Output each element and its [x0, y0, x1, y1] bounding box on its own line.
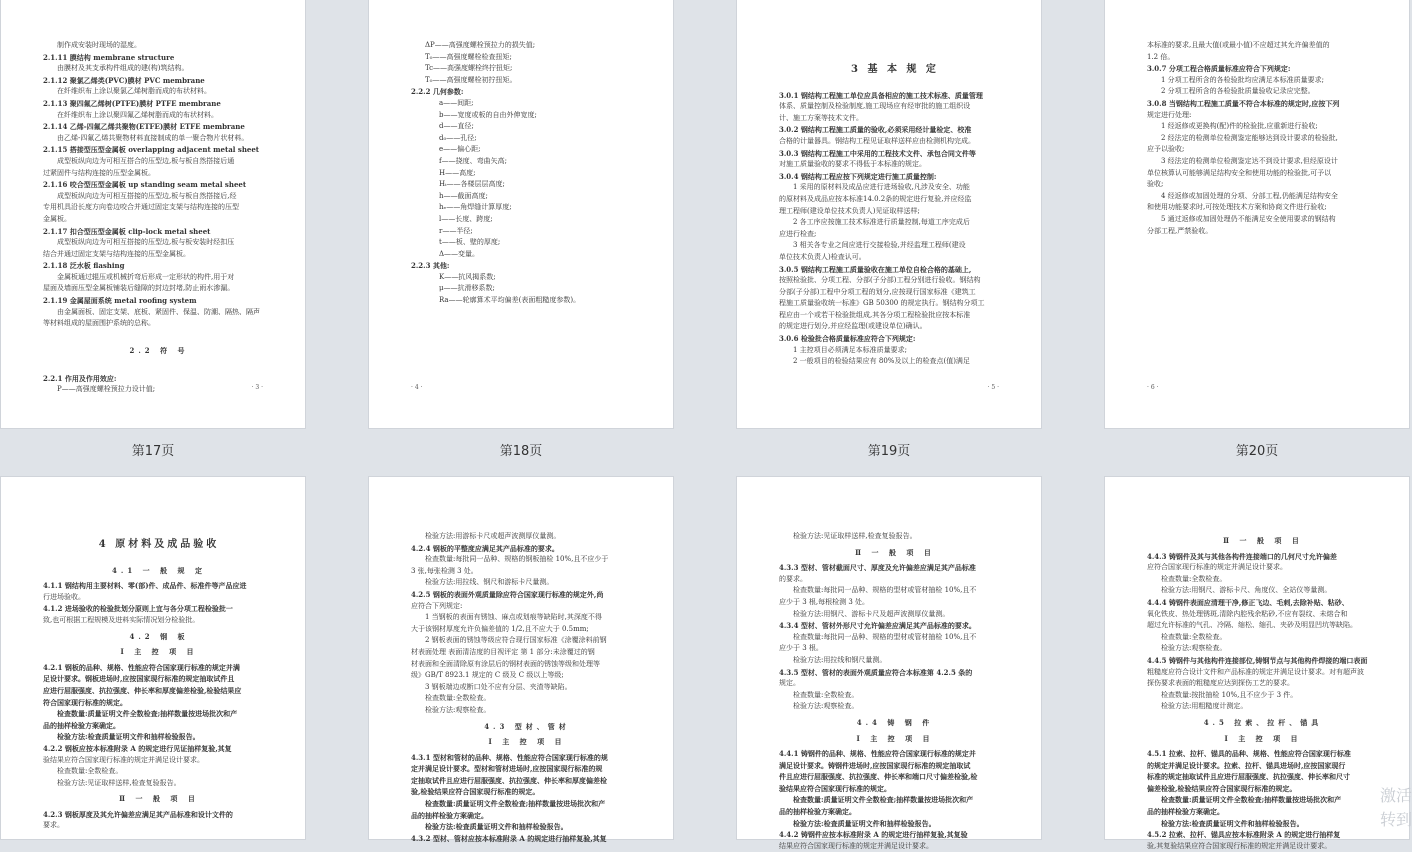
page-thumbnail[interactable]	[369, 477, 673, 843]
text-line: 检验方法:观察检查。	[425, 705, 491, 714]
text-line: 2 经法定的检测单位检测鉴定能够达到设计要求的检验批,	[1161, 133, 1338, 142]
text-line: 足设计要求。钢板进场时,应按国家现行标准的规定抽取试件且	[43, 674, 235, 684]
text-line: 应符合国家现行标准的规定并满足设计要求。	[1147, 563, 1287, 572]
text-line: 专用机具沿长度方向卷边咬合并通过固定支架与结构连接的压型	[43, 203, 239, 212]
text-line: 应予以验收;	[1147, 145, 1185, 154]
text-line: 4.4.1 铸钢件的品种、规格、性能应符合国家现行标准的规定并	[779, 749, 976, 759]
text-line: 定抽取试件且应进行屈服强度、抗拉强度、伸长率和厚度偏差检	[411, 775, 607, 785]
text-line: 4.2.3 钢板厚度及其允许偏差应满足其产品标准和设计文件的	[43, 809, 233, 819]
text-line: 验结果应符合国家现行标准的规定并满足设计要求。	[43, 755, 204, 764]
page-thumbnail[interactable]	[369, 0, 673, 428]
text-line: 检查数量:质量证明文件全数检查;抽样数量按进场批次和产	[1161, 795, 1342, 805]
page-thumbnail[interactable]	[1, 0, 305, 428]
text-line: 成型板纵向边为可相互搭接的压型边,板与板自然搭接后,经	[57, 191, 237, 200]
text-line: 2.1.19 金属屋面系统 metal roofing system	[43, 296, 197, 306]
text-line: 2 分项工程所含的各检验批质量验收记录应完整。	[1161, 87, 1315, 96]
text-line: 4.4.3 铸钢件及其与其他各构件连接端口的几何尺寸允许偏差	[1147, 551, 1337, 561]
page-label[interactable]: 第17页	[131, 444, 175, 459]
text-line: 检查数量:质量证明文件全数检查;抽样数量按进场批次和产	[425, 799, 606, 809]
text-line: 3.0.2 钢结构工程施工质量的验收,必须采用经计量检定、校准	[779, 125, 972, 135]
text-line: Ⅰ 主 控 项 目	[856, 733, 934, 743]
text-line: 程施工质量验收统一标准》GB 50300 的规定执行。钢结构分项工	[779, 299, 985, 308]
text-line: 过紧固件与结构连接的压型金属板。	[43, 168, 155, 177]
text-line: 单位核算认可能够满足结构安全和使用功能的检验批,可予以	[1147, 168, 1332, 177]
text-line: 1 当钢板的表面有锈蚀、麻点或划痕等缺陷时,其深度不得	[425, 613, 602, 622]
text-line: 大于该钢材厚度允许负偏差值的 1/2,且不应大于 0.5mm;	[411, 624, 589, 633]
page-thumbnail[interactable]	[1105, 477, 1412, 850]
text-line: 分部(子分部)工程中分项工程的划分,应按现行国家标准《建筑工	[779, 287, 976, 296]
text-line: e——偏心距;	[439, 145, 481, 154]
text-line: 应进行屈服强度、抗拉强度、伸长率和厚度偏差检验,检验结果应	[43, 685, 242, 695]
text-line: 行进场验收。	[43, 592, 85, 601]
text-line: 2.1.14 乙烯-四氟乙烯共聚物(ETFE)膜材 ETFE membrane	[43, 122, 245, 132]
text-line: 检查数量:每批同一品种、规格的型材或管材抽检 10%,且不	[793, 586, 977, 595]
text-line: Hᵢ——各楼层层高度;	[439, 180, 505, 189]
text-line: 3 钢板端边或断口处不应有分层、夹渣等缺陷。	[425, 682, 572, 691]
text-line: 3 相关各专业之间应进行交接检验,并经监理工程师(建设	[793, 241, 966, 250]
text-line: 超过允许标准的气孔、冷隔、缩松、缩孔、夹砂及明显凹坑等缺陷。	[1147, 621, 1357, 630]
text-line: 3.0.3 钢结构工程施工中采用的工程技术文件、承包合同文件等	[779, 148, 976, 158]
text-line: 1 采用的原材料及成品应进行进场验收,凡涉及安全、功能	[793, 183, 970, 192]
text-line: 检查数量:按批抽检 10%,且不应少于 3 件。	[1161, 690, 1298, 699]
text-line: 体系、质量控制及检验制度,施工现场应有经审批的施工组织设	[779, 102, 971, 111]
text-line: 3.0.8 当钢结构工程施工质量不符合本标准的规定时,应按下列	[1147, 98, 1340, 108]
text-line: 2 钢板表面的锈蚀等级应符合现行国家标准《涂覆涂料前钢	[425, 636, 607, 645]
text-line: 检验方法:检查质量证明文件和抽样检验报告。	[1161, 818, 1304, 828]
text-line: 致,也可根据工程规模及进料实际情况划分检验批。	[43, 615, 200, 624]
text-line: 品的抽样检验方案确定。	[779, 807, 856, 817]
text-line: h——截面高度;	[439, 191, 488, 200]
text-line: T₀——高强度螺栓检查扭矩;	[425, 52, 512, 61]
text-line: 单位技术负责人)检查认可。	[779, 252, 866, 261]
text-line: 材表面和全面清除原有涂层后的钢材表面的锈蚀等级和处理等	[411, 659, 600, 668]
text-line: 应进行检查;	[779, 229, 817, 238]
text-line: 2.1.13 聚四氟乙烯树(PTFE)膜材 PTFE membrane	[43, 98, 221, 108]
text-line: 4.4.5 铸钢件与其他构件连接部位,铸钢节点与其他构件焊接的端口表面	[1147, 655, 1368, 665]
text-line: 4.2.2 钢板应按本标准附录 A 的规定进行见证抽样复验,其复	[43, 743, 232, 753]
text-line: 2.1.16 咬合型压型金属板 up standing seam metal sheet	[43, 180, 247, 190]
text-line: 等材料组成的屋面围护系统的总称。	[43, 319, 155, 328]
text-line: 3.0.5 钢结构工程施工质量验收在施工单位自检合格的基础上,	[779, 264, 972, 274]
text-line: 1 分项工程所含的各检验批均应满足本标准质量要求;	[1161, 75, 1325, 84]
page-label[interactable]: 第20页	[1235, 444, 1279, 459]
text-line: H——高度;	[439, 168, 476, 177]
text-line: 4 经返修或加固处理的分项、分部工程,仍能满足结构安全	[1161, 191, 1338, 200]
text-line: l——长度、跨度;	[439, 214, 493, 223]
page-number: · 6 ·	[1147, 384, 1159, 392]
text-line: 应少于 3 根。	[779, 644, 823, 653]
text-line: 2 一般项目的检验结果应有 80%及以上的检查点(值)满足	[793, 357, 970, 366]
text-line: 4.3 型材、管材	[484, 721, 570, 731]
text-line: 品的抽样检验方案确定。	[43, 720, 120, 730]
text-line: 4.4.2 铸钢件应按本标准附录 A 的规定进行抽样复验,其复验	[779, 830, 968, 840]
page-thumbnail[interactable]	[737, 0, 1041, 428]
text-line: 规定。	[779, 679, 800, 688]
text-line: K——抗风揭系数;	[439, 272, 496, 281]
text-line: 4.3.2 型材、管材应按本标准附录 A 的规定进行抽样复验,其复	[411, 833, 607, 843]
text-line: 4.1.1 钢结构用主要材料、零(部)件、成品件、标准件等产品应进	[43, 581, 247, 591]
text-line: a——间距;	[439, 98, 474, 107]
text-line: 材表面处理 表面清洁度的目视评定 第 1 部分:未涂覆过的钢	[411, 647, 595, 656]
text-line: 检查数量:每批同一品种、规格的钢板抽检 10%,且不应少于	[425, 555, 609, 564]
text-line: 4.2 钢 板	[129, 631, 189, 641]
text-line: 本标准的要求,且最大值(或最小值)不应超过其允许偏差值的	[1147, 41, 1330, 49]
text-line: 检查数量:全数检查。	[425, 694, 491, 703]
text-line: 3.0.1 钢结构工程施工单位应具备相应的施工技术标准、质量管理	[779, 90, 983, 100]
text-line: Ⅰ 主 控 项 目	[488, 737, 566, 747]
text-line: 计、施工方案等技术文件。	[779, 113, 863, 122]
text-line: 检查数量:全数检查。	[1161, 632, 1227, 641]
text-line: 件且应进行屈服强度、抗拉强度、伸长率和端口尺寸偏差检验,检	[779, 772, 978, 782]
text-line: 检查数量:全数检查。	[1161, 574, 1227, 583]
text-line: 4.5.1 拉索、拉杆、锚具的品种、规格、性能应符合国家现行标准	[1147, 749, 1351, 759]
text-line: 1.2 倍。	[1147, 52, 1175, 61]
text-line: 验,其复验结果应符合国家现行标准的规定并满足设计要求。	[1147, 841, 1332, 850]
text-line: 5 通过返修或加固处理仍不能满足安全使用要求的钢结构	[1161, 214, 1336, 223]
text-line: 程应由一个或若干检验批组成,其各分项工程检验批应按本标准	[779, 310, 971, 319]
text-line: Δ——变量。	[439, 249, 480, 258]
text-line: Tc——高强度螺栓终拧扭矩;	[425, 64, 513, 73]
text-line: 在纤维织布上涂以聚四氟乙烯树脂而成的布状材料。	[57, 110, 218, 119]
text-line: ΔP——高强度螺栓预拉力的损失值;	[425, 41, 536, 49]
text-line: 2.1.11 膜结构 membrane structure	[43, 52, 175, 62]
text-line: 4.2.1 钢板的品种、规格、性能应符合国家现行标准的规定并满	[43, 662, 240, 672]
text-line: 探伤要求表面的粗糙度应达到探伤工艺的要求。	[1147, 679, 1294, 688]
text-line: 的要求。	[779, 574, 807, 583]
page-number: · 4 ·	[411, 384, 423, 392]
text-line: 检查数量:全数检查。	[793, 690, 859, 699]
page-label[interactable]: 第18页	[499, 444, 543, 459]
text-line: r——半径;	[439, 226, 473, 235]
text-line: Ⅱ 一 般 项 目	[855, 547, 935, 557]
text-line: 3.0.4 钢结构工程应按下列规定进行施工质量控制:	[779, 171, 937, 181]
text-line: 验,检验结果应符合国家现行标准的规定。	[411, 787, 540, 797]
text-line: 2.1.12 聚氯乙烯类(PVC)膜材 PVC membrane	[43, 75, 205, 85]
text-line: 标准的规定抽取试件且应进行屈服强度、抗拉强度、伸长率和尺寸	[1147, 772, 1350, 782]
text-line: 检查数量:质量证明文件全数检查;抽样数量按进场批次和产	[57, 709, 238, 719]
text-line: 2.2.3 其他:	[411, 261, 450, 271]
text-line: 理工程师(建设单位技术负责人)见证取样送样;	[779, 206, 920, 215]
text-line: 检验方法:观察检查。	[793, 702, 859, 711]
text-line: 检验方法:用钢尺、游标卡尺及超声波测厚仪量测。	[793, 609, 950, 618]
text-line: 4.3.1 型材和管材的品种、规格、性能应符合国家现行标准的规	[411, 752, 608, 762]
text-line: 3.0.6 检验批合格质量标准应符合下列规定:	[779, 334, 916, 344]
text-line: 偏差检验,检验结果应符合国家现行标准的规定。	[1147, 783, 1297, 793]
text-line	[43, 330, 275, 342]
text-line: 由膜材及其支承构件组成的建(构)筑结构。	[57, 64, 189, 73]
text-line: d₀——孔径;	[439, 133, 477, 142]
text-line: 4.3.4 型材、管材外形尺寸允许偏差应满足其产品标准的要求。	[779, 621, 976, 631]
text-line: 和使用功能要求时,可按处理技术方案和协商文件进行验收;	[1147, 203, 1327, 212]
text-line: hₑ——角焊缝计算厚度;	[439, 203, 512, 212]
text-line: d——直径;	[439, 122, 474, 131]
text-line: 的规定进行划分,并应经监理(或建设单位)确认。	[779, 322, 927, 331]
text-line: 检验方法:用游标卡尺或超声波测厚仪量测。	[425, 532, 561, 540]
page-label[interactable]: 第19页	[867, 444, 911, 459]
text-line: 4.4 铸 钢 件	[856, 717, 934, 727]
text-line: 按照检验批、分项工程、分部(子分部)工程分别进行验收。钢结构	[779, 276, 981, 285]
page-thumbnail[interactable]	[1105, 0, 1409, 428]
page-thumbnail[interactable]	[1, 477, 305, 839]
text-line: 验收;	[1147, 180, 1164, 189]
text-line: 检验方法:见证取样送样,检查复验报告。	[793, 532, 917, 540]
text-line: 检验方法:用拉线和钢尺量测。	[793, 655, 887, 664]
text-line: μ——抗滑移系数;	[439, 284, 495, 293]
text-line: 4.2.4 钢板的平整度应满足其产品标准的要求。	[411, 543, 559, 553]
text-line: 3.0.7 分项工程合格质量标准应符合下列规定:	[1147, 64, 1291, 74]
text-line: 的原材料及成品应按本标准14.0.2条的规定进行复验,并应经监	[779, 194, 972, 203]
text-line: 检验方法:检查质量证明文件和抽样检验报告。	[793, 818, 936, 828]
text-line: 2.1.18 泛水板 flashing	[43, 261, 125, 271]
text-line: Ⅱ 一 般 项 目	[1223, 536, 1303, 545]
page-thumbnail[interactable]	[737, 477, 1041, 850]
text-line: 4.2.5 钢板的表面外观质量除应符合国家现行标准的规定外,尚	[411, 589, 604, 599]
text-line: 合格的计量器具。钢结构工程见证取样送样应由检测机构完成。	[779, 136, 975, 145]
page-number: · 3 ·	[251, 384, 263, 392]
text-line: Ⅰ 主 控 项 目	[120, 647, 198, 657]
text-line: 检验方法:用拉线、钢尺和游标卡尺量测。	[425, 578, 554, 587]
text-line: 检验方法:检查质量证明文件和抽样检验报告。	[425, 822, 568, 832]
text-line: 4.3.5 型材、管材的表面外观质量应符合本标准第 4.2.5 条的	[779, 667, 973, 677]
text-line: 检验方法:见证取样送样,检查复验报告。	[57, 778, 181, 787]
text-line: 定并满足设计要求。型材和管材进场时,应按国家现行标准的规	[411, 764, 603, 774]
text-line: 成型板纵向边为可相互搭合的压型边,板与板自然搭接后通	[57, 156, 235, 165]
text-line: 3 张,每张检测 3 处。	[411, 566, 478, 575]
text-line: 粗糙度应符合设计文件和产品标准的规定并满足设计要求。对有超声波	[1147, 667, 1364, 676]
text-line: 级》GB/T 8923.1 规定的 C 级及 C 级以上等级;	[411, 671, 564, 680]
text-line: 金属板通过辊压或机械折弯后形成一定形状的构件,用于对	[57, 272, 235, 281]
text-line: 检验方法:用粗糙度计测定。	[1161, 702, 1248, 711]
text-line: 由金属面板、固定支架、底板、紧固件、保温、防潮、隔热、隔声	[57, 307, 260, 316]
text-line: 验结果应符合国家现行标准的规定。	[779, 783, 891, 793]
text-line: 符合国家现行标准的规定。	[43, 697, 127, 707]
text-line: 品的抽样检验方案确定。	[411, 810, 488, 820]
text-line: 氧化铁皮、热处理锈斑,清除内腔残余粘砂,不应有裂纹、未熔合和	[1147, 609, 1348, 618]
text-line: Ⅱ 一 般 项 目	[119, 794, 199, 804]
text-line: 检查数量:全数检查。	[57, 767, 123, 776]
text-line: 4.5.2 拉索、拉杆、锚具应按本标准附录 A 的规定进行抽样复	[1147, 830, 1341, 840]
text-line: 检查数量:质量证明文件全数检查;抽样数量按进场批次和产	[793, 795, 974, 805]
text-line: 检验方法:检查质量证明文件和抽样检验报告。	[57, 732, 200, 742]
text-line: 对施工质量验收的要求不得低于本标准的规定。	[779, 160, 926, 169]
text-line: 2.2 符 号	[129, 346, 189, 356]
text-line: 金属板。	[43, 214, 71, 223]
text-line: 2.2.2 几何参数:	[411, 87, 464, 97]
text-line: 4.1.2 进场验收的检验批划分原则上宜与各分项工程检验批一	[43, 604, 233, 614]
activation-watermark: 激活 转到	[1380, 786, 1412, 829]
text-line	[43, 361, 275, 373]
text-line: b——宽度或板的自由外伸宽度;	[439, 110, 537, 119]
text-line: 结果应符合国家现行标准的规定并满足设计要求。	[779, 841, 933, 850]
text-line: 规定进行处理:	[1147, 110, 1192, 119]
text-line: 4.4.4 铸钢件表面应清理干净,修正飞边、毛刺,去除补贴、粘砂、	[1147, 597, 1349, 607]
text-line: 要求。	[43, 821, 64, 830]
text-line: 制作成安装时现场的湿度。	[57, 41, 141, 49]
text-line: 1 主控项目必须满足本标准质量要求;	[793, 345, 908, 354]
text-line: 3 经法定的检测单位检测鉴定达不到设计要求,但经原设计	[1161, 156, 1338, 165]
text-line: 检验方法:观察检查。	[1161, 644, 1227, 653]
text-line: 2 各工序应按施工技术标准进行质量控制,每道工序完成后	[793, 218, 970, 227]
text-line: t——板、壁的厚度;	[439, 238, 501, 247]
text-line: 4.3.3 型材、管材截面尺寸、厚度及允许偏差应满足其产品标准	[779, 563, 976, 573]
text-line: 在纤维织布上涂以聚氯乙烯树脂而成的布状材料。	[57, 87, 211, 96]
text-line: 品的抽样检验方案确定。	[1147, 807, 1224, 817]
text-line: 2.1.15 搭接型压型金属板 overlapping adjacent metal sheet	[43, 145, 260, 155]
text-line: 2.2.1 作用及作用效应:	[43, 373, 117, 383]
text-line: 应符合下列规定:	[411, 601, 463, 610]
text-line: 3 基 本 规 定	[851, 64, 939, 75]
text-line: 检验方法:用钢尺、游标卡尺、角度仪、全站仪等量测。	[1161, 586, 1332, 595]
text-line: 4.5 拉索、拉杆、锚具	[1203, 717, 1323, 727]
text-line: 4.1 一 般 规 定	[112, 565, 206, 575]
text-line: Ⅰ 主 控 项 目	[1224, 733, 1302, 743]
text-line: T₀——高强度螺栓初拧扭矩。	[425, 75, 517, 84]
text-line: 4 原材料及成品验收	[98, 539, 220, 550]
text-line: 成型板纵向边为可相互搭接的压型边,板与板安装时经扣压	[57, 238, 235, 247]
text-line: 屋面及墙面压型金属板铺装后缝隙的封边封堵,防止雨水渗漏。	[43, 284, 235, 293]
text-line: P——高强度螺栓预拉力设计值;	[57, 385, 156, 394]
text-line: 2.1.17 扣合型压型金属板 clip-lock metal sheet	[43, 226, 211, 236]
text-line: 检查数量:每批同一品种、规格的型材或管材抽检 10%,且不	[793, 632, 977, 641]
text-line: f——挠度、弯曲矢高;	[439, 156, 507, 165]
text-line: 应少于 3 根,每根检测 3 处。	[779, 597, 870, 606]
text-line: Ra——轮廓算术平均偏差(表面粗糙度参数)。	[439, 296, 581, 305]
text-line: 1 经返修或更换构(配)件的检验批,应重新进行验收;	[1161, 122, 1318, 131]
text-line: 的规定并满足设计要求。拉索、拉杆、锚具进场时,应按国家现行	[1147, 760, 1346, 770]
page-number: · 5 ·	[987, 384, 999, 392]
text-line: 满足设计要求。铸钢件进场时,应按国家现行标准的规定抽取试	[779, 760, 971, 770]
text-line: 由乙烯-四氟乙烯共聚物材料直接制成的单一聚合物片状材料。	[57, 133, 249, 142]
text-line: 结合并通过固定支架与结构连接的压型金属板。	[43, 249, 190, 258]
text-line: 分部工程,严禁验收。	[1147, 226, 1213, 235]
